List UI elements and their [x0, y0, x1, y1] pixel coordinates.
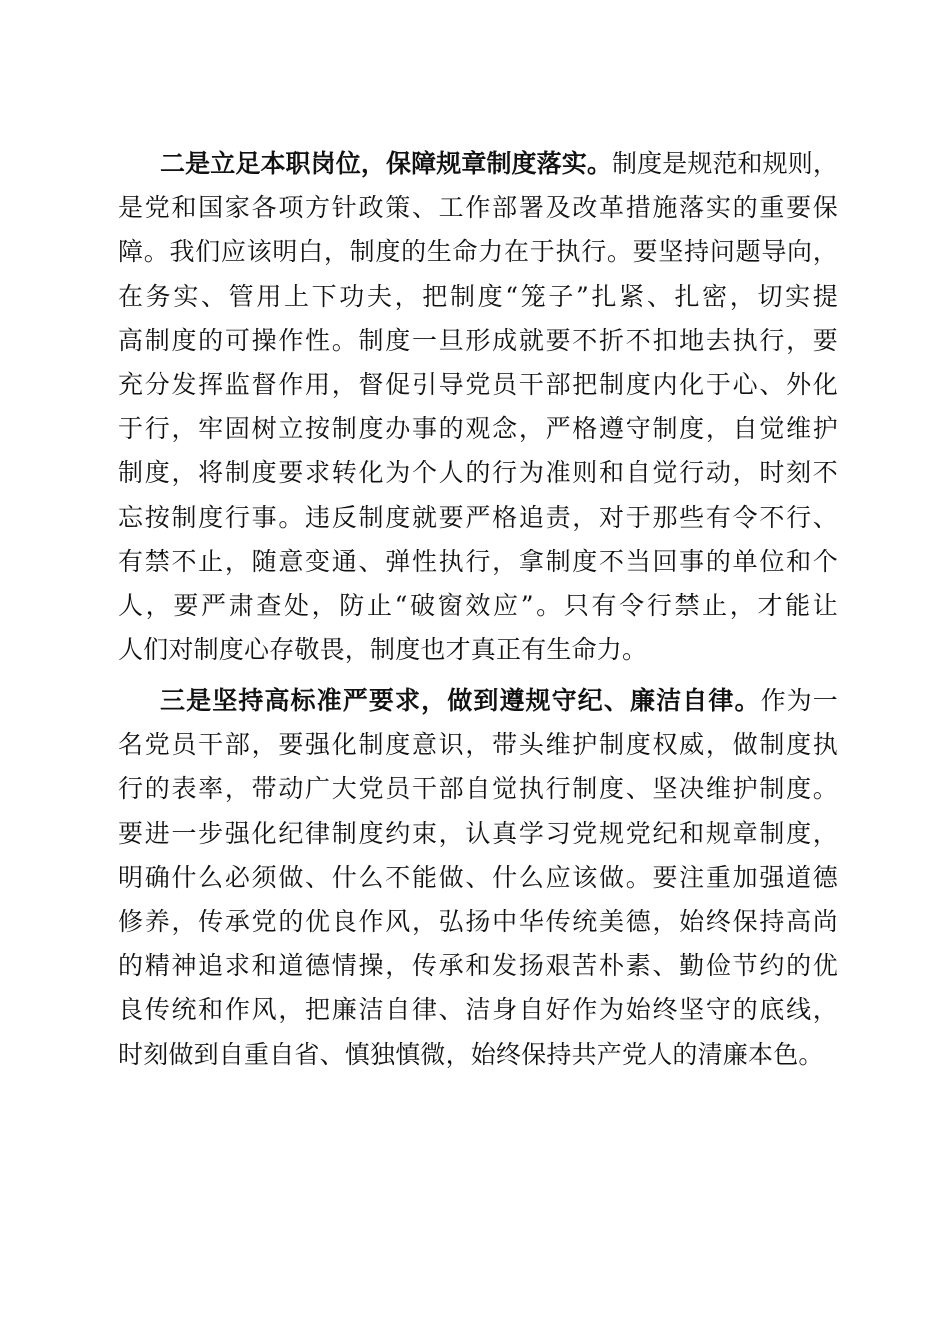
paragraph-lead: 三是坚持高标准严要求，做到遵规守纪、廉洁自律。 — [160, 686, 761, 715]
paragraph-line: 行的表率，带动广大党员干部自觉执行制度、坚决维护制度。 — [118, 774, 838, 804]
paragraph-line: 良传统和作风，把廉洁自律、洁身自好作为始终坚守的底线， — [118, 995, 838, 1025]
paragraph-2 — [118, 142, 838, 672]
paragraph-line: 是党和国家各项方针政策、工作部署及改革措施落实的重要保 — [118, 193, 838, 223]
paragraph-line: 忘按制度行事。违反制度就要严格追责，对于那些有令不行、 — [118, 502, 838, 532]
paragraph-line: 的精神追求和道德情操，传承和发扬艰苦朴素、勤俭节约的优 — [118, 951, 838, 981]
paragraph-line: 名党员干部，要强化制度意识，带头维护制度权威，做制度执 — [118, 730, 838, 760]
paragraph-lead: 二是立足本职岗位，保障规章制度落实。 — [160, 149, 612, 178]
paragraph-line: 高制度的可操作性。制度一旦形成就要不折不扣地去执行，要 — [118, 325, 838, 355]
paragraph-line: 修养，传承党的优良作风，弘扬中华传统美德，始终保持高尚 — [118, 907, 838, 937]
paragraph-line: 充分发挥监督作用，督促引导党员干部把制度内化于心、外化 — [118, 370, 838, 400]
paragraph-line: 要进一步强化纪律制度约束，认真学习党规党纪和规章制度， — [118, 818, 838, 848]
paragraph-3 — [118, 679, 838, 1077]
paragraph-line: 人们对制度心存敬畏，制度也才真正有生命力。 — [118, 635, 648, 665]
paragraph-line: 有禁不止，随意变通、弹性执行，拿制度不当回事的单位和个 — [118, 546, 838, 576]
paragraph-text: 制度是规范和规则， — [612, 149, 838, 178]
paragraph-line: 障。我们应该明白，制度的生命力在于执行。要坚持问题导向， — [118, 237, 838, 267]
paragraph-line: 于行，牢固树立按制度办事的观念，严格遵守制度，自觉维护 — [118, 414, 838, 444]
paragraph-line: 明确什么必须做、什么不能做、什么应该做。要注重加强道德 — [118, 862, 838, 892]
paragraph-line: 人，要严肃查处，防止“破窗效应”。只有令行禁止，才能让 — [118, 591, 838, 621]
paragraph-line — [118, 142, 838, 186]
paragraph-line: 制度，将制度要求转化为个人的行为准则和自觉行动，时刻不 — [118, 458, 838, 488]
paragraph-text: 作为一 — [760, 686, 838, 715]
paragraph-line — [118, 679, 838, 723]
paragraph-line: 在务实、管用上下功夫，把制度“笼子”扎紧、扎密，切实提 — [118, 281, 838, 311]
paragraph-line: 时刻做到自重自省、慎独慎微，始终保持共产党人的清廉本色。 — [118, 1039, 824, 1069]
